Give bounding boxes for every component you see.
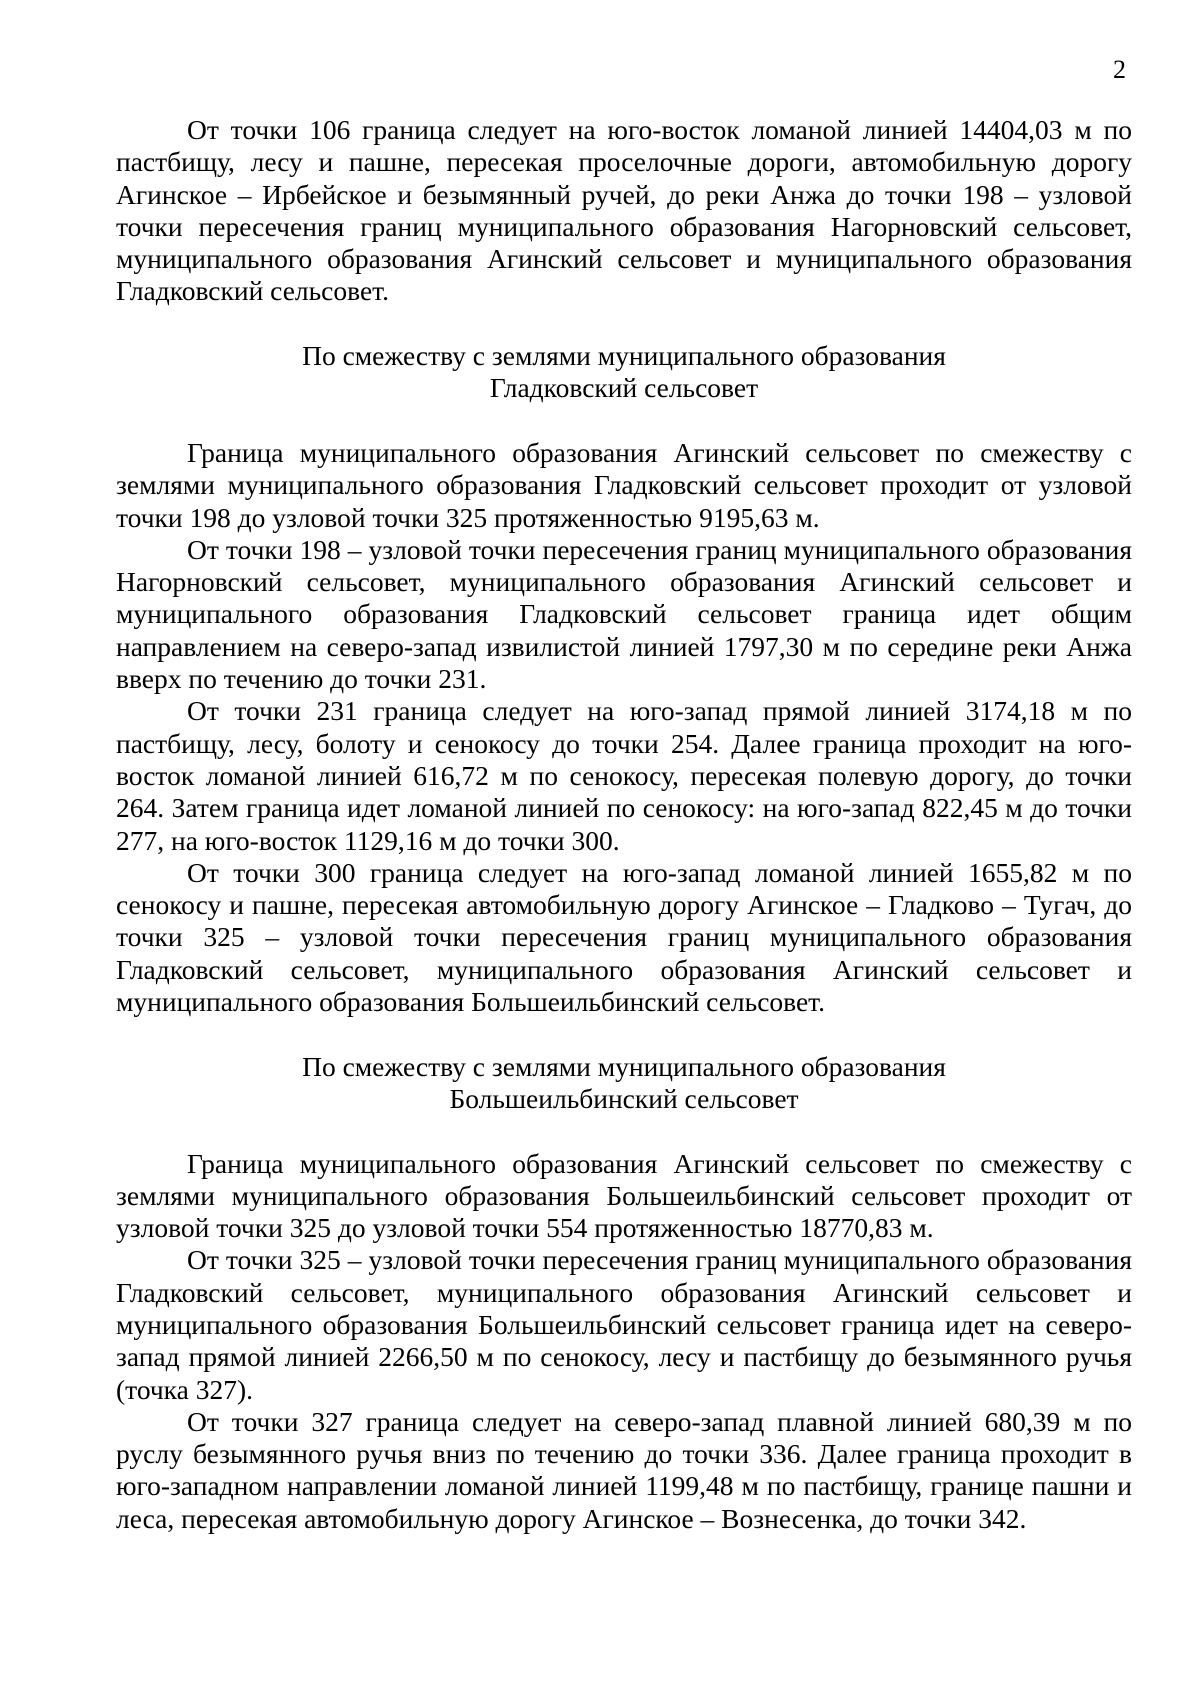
spacer <box>116 1115 1132 1147</box>
section-heading-line: По смежеству с землями муниципального образования <box>302 1050 946 1082</box>
page-number: 2 <box>1113 55 1126 84</box>
section-heading-line: По смежеству с землями муниципального образования <box>302 340 946 372</box>
document-body <box>116 114 1132 1535</box>
section-heading-bolsheilbinsky <box>116 1051 1132 1116</box>
spacer <box>116 308 1132 340</box>
section-heading-line: Большеильбинский сельсовет <box>449 1082 799 1114</box>
spacer <box>116 405 1132 437</box>
paragraph: От точки 106 граница следует на юго-восток ломаной линией 14404,03 м по пастбищу, лесу и пашне, пересекая проселочные дороги, автомобильную дорогу Агинское – Ирбейское и безымянный ручей, до реки Анжа до точки 198 – узловой точки пересечения границ муниципального образования Нагорновский сельсовет, муниципального образования Агинский сельсовет и муниципального образования Гладковский сельсовет. <box>116 114 1132 307</box>
section-heading-gladkovsky <box>116 340 1132 405</box>
spacer <box>116 1018 1132 1050</box>
paragraph: От точки 231 граница следует на юго-запад прямой линией 3174,18 м по пастбищу, лесу, болоту и сенокосу до точки 254. Далее граница проходит на юго-восток ломаной линией 616,72 м по сенокосу, пересекая полевую дорогу, до точки 264. Затем граница идет ломаной линией по сенокосу: на юго-запад 822,45 м до точки 277, на юго-восток 1129,16 м до точки 300. <box>116 695 1132 856</box>
paragraph: От точки 325 – узловой точки пересечения границ муниципального образования Гладковский сельсовет, муниципального образования Агинский сельсовет и муниципального образования Большеильбинский сельсовет граница идет на северо-запад прямой линией 2266,50 м по сенокосу, лесу и пастбищу до безымянного ручья (точка 327). <box>116 1244 1132 1405</box>
section-heading-line: Гладковский сельсовет <box>489 372 759 404</box>
paragraph: Граница муниципального образования Агинский сельсовет по смежеству с землями муниципального образования Гладковский сельсовет проходит от узловой точки 198 до узловой точки 325 протяженностью 9195,63 м. <box>116 436 1132 533</box>
paragraph: Граница муниципального образования Агинский сельсовет по смежеству с землями муниципального образования Большеильбинский сельсовет проходит от узловой точки 325 до узловой точки 554 протяженностью 18770,83 м. <box>116 1147 1132 1244</box>
paragraph: От точки 327 граница следует на северо-запад плавной линией 680,39 м по руслу безымянного ручья вниз по течению до точки 336. Далее граница проходит в юго-западном направлении ломаной линией 1199,48 м по пастбищу, границе пашни и леса, пересекая автомобильную дорогу Агинское – Вознесенка, до точки 342. <box>116 1405 1132 1534</box>
paragraph: От точки 198 – узловой точки пересечения границ муниципального образования Нагорновский сельсовет, муниципального образования Агинский сельсовет и муниципального образования Гладковский сельсовет граница идет общим направлением на северо-запад извилистой линией 1797,30 м по середине реки Анжа вверх по течению до точки 231. <box>116 533 1132 695</box>
paragraph: От точки 300 граница следует на юго-запад ломаной линией 1655,82 м по сенокосу и пашне, пересекая автомобильную дорогу Агинское – Гладково – Тугач, до точки 325 – узловой точки пересечения границ муниципального образования Гладковский сельсовет, муниципального образования Агинский сельсовет и муниципального образования Большеильбинский сельсовет. <box>116 856 1132 1018</box>
